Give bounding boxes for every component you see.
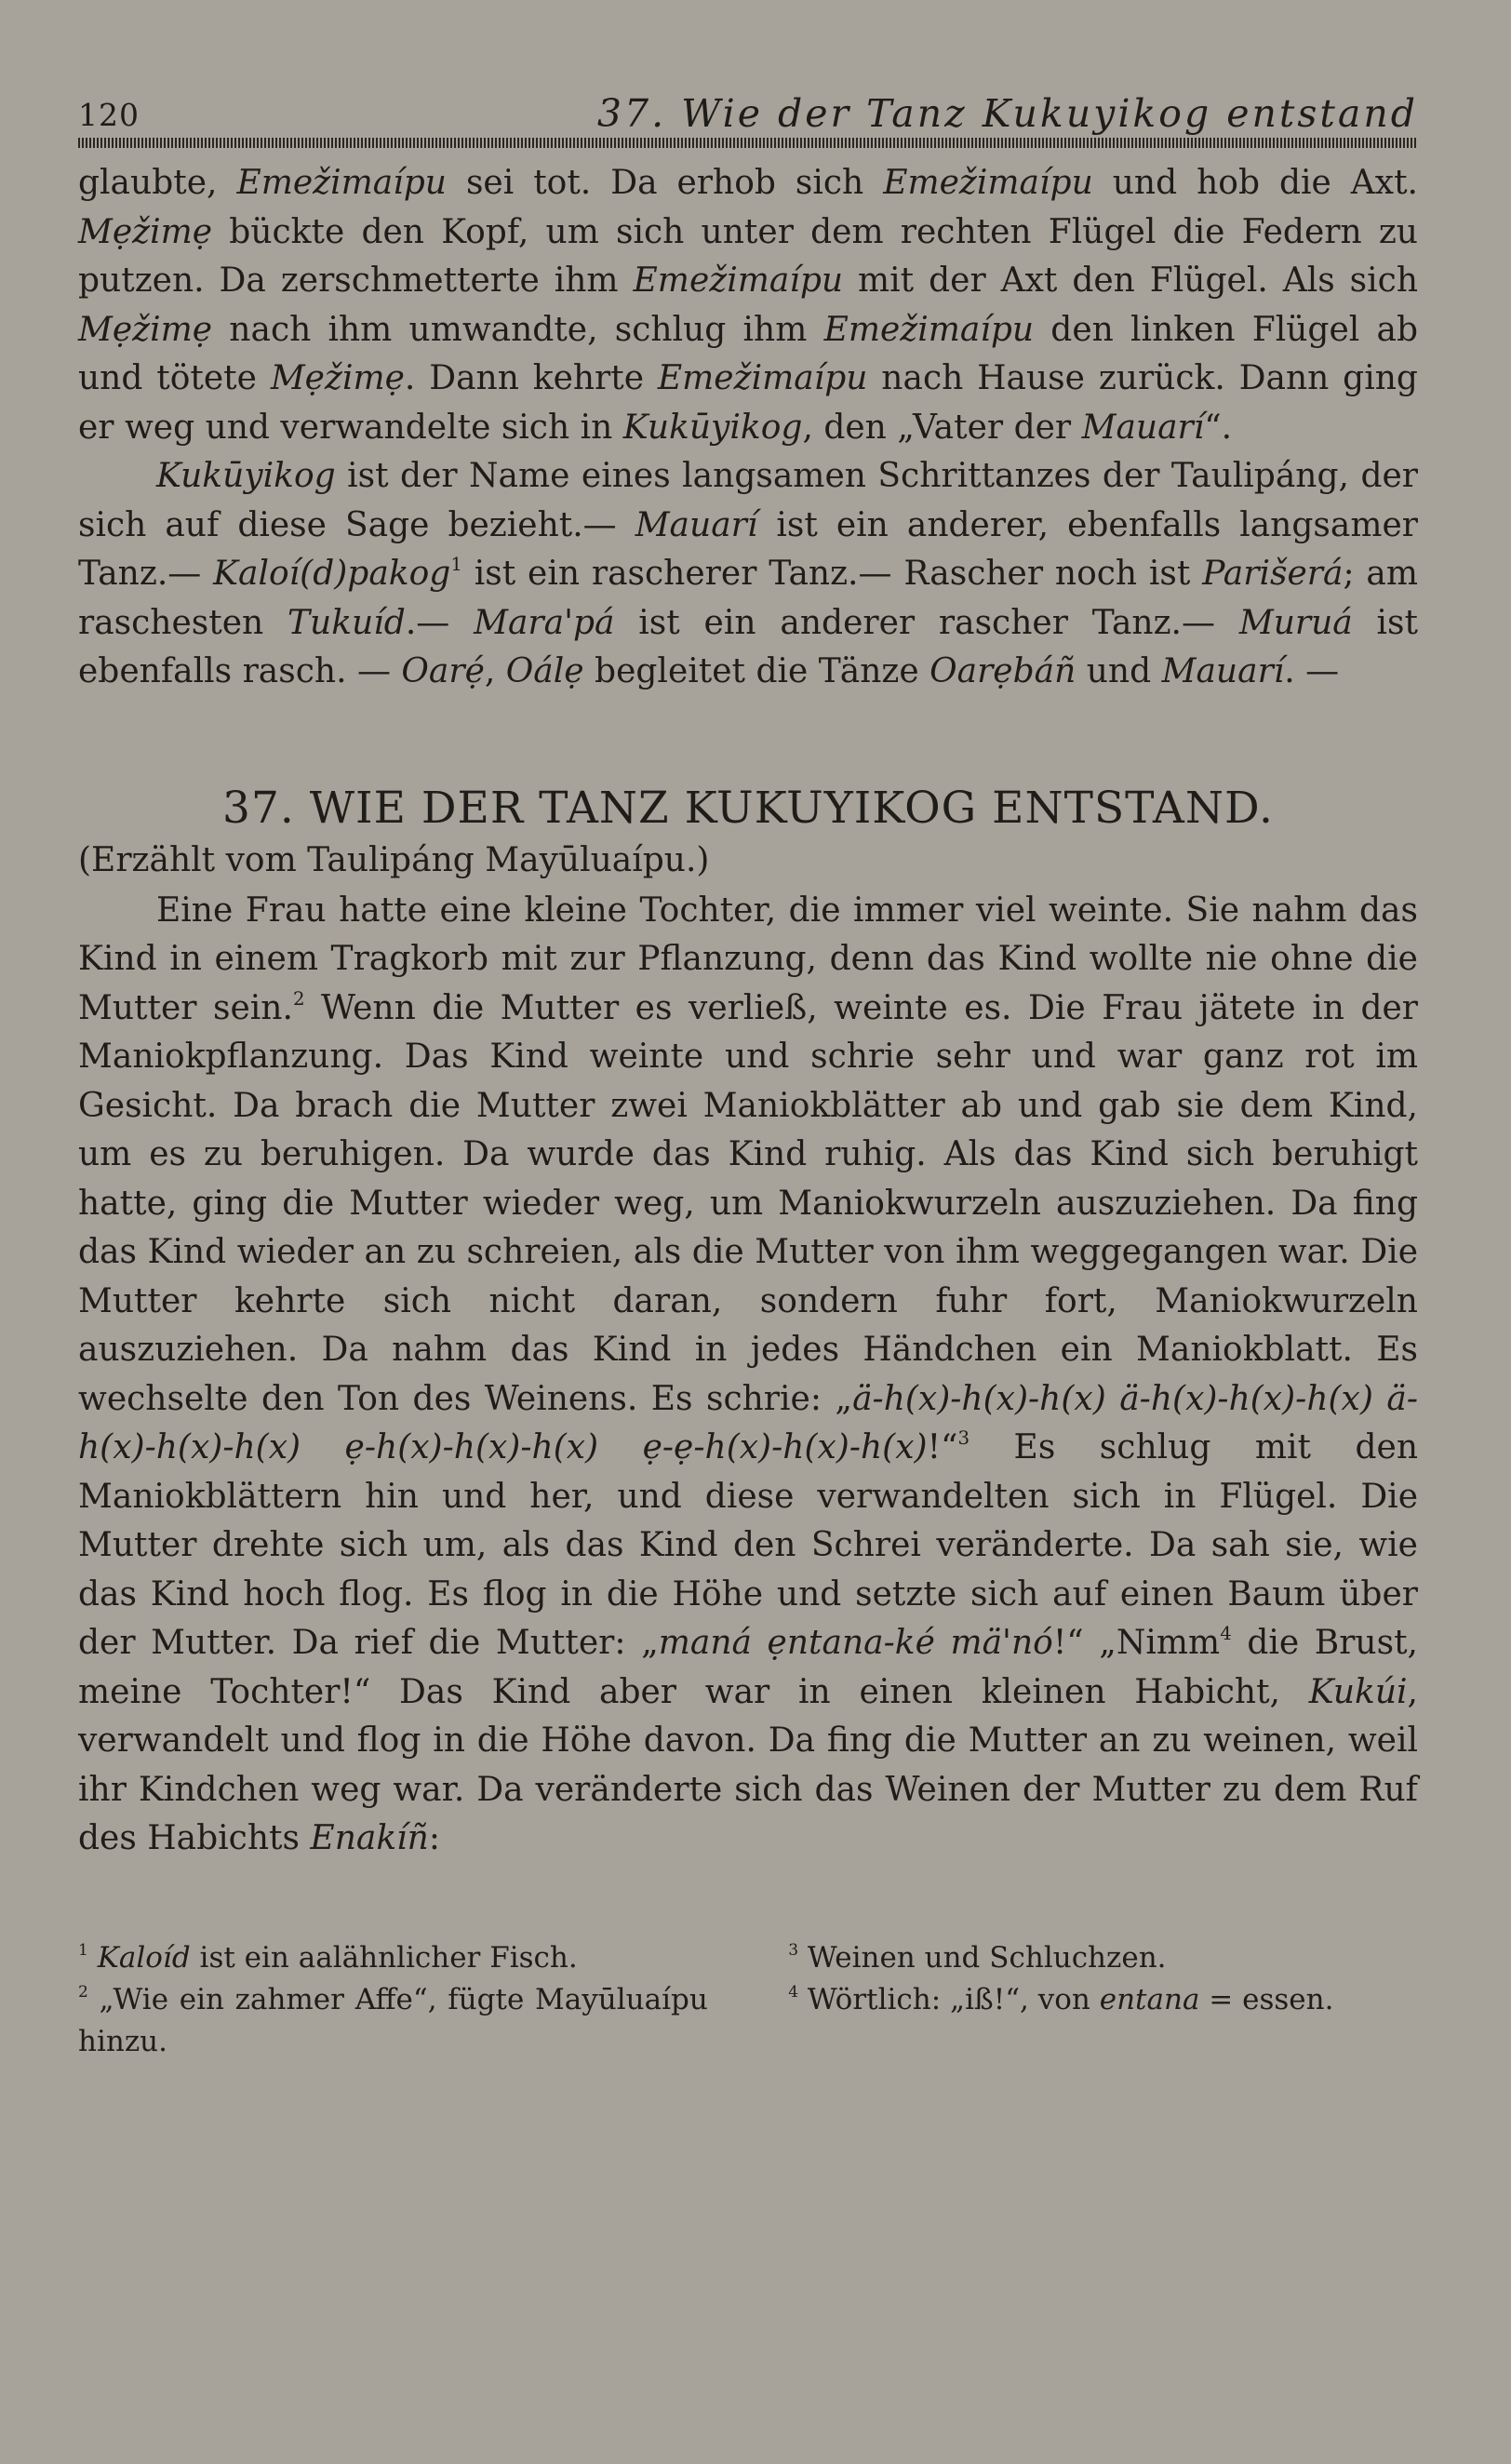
section-title: 37. WIE DER TANZ KUKUYIKOG ENTSTAND. [222,782,1274,834]
italic-term: ä-h(x)-h(x)-h(x) ä-h(x)-h(x)-h(x) ä-h(x)-h(x)-h(x) ẹ-h(x)-h(x)-h(x) ẹ-ẹ-h(x)-h(x)-h(x) [78,1379,1418,1466]
italic-term: Enakíñ [310,1819,429,1857]
footnote-2: $^2$ „Wie ein zahmer Affe“, fügte Mayūluaípu hinzu. [78,1983,708,2058]
italic-term: Mara'pá [474,603,615,642]
prev-story-paragraph-2: Kukūyikog ist der Name eines langsamen Schrittanzes der Taulipáng, der sich auf diese Sage bezieht.— Mauarí ist ein anderer, ebenfalls langsamer Tanz.— Kaloí(d)pakog$^1$ ist ein rascherer Tanz.— Rascher noch ist Parišerá; am raschesten Tukuíd.— Mara'pá ist ein anderer rascher Tanz.— Muruá ist ebenfalls rasch. — Oarẹ́, Oálẹ begleitet die Tänze Oarẹbáñ und Mauarí. — [78,457,1419,690]
footnote-marker: 2 [292,987,305,1010]
footnotes [78,1937,1418,2063]
footnote-3: $^3$ Weinen und Schluchzen. [788,1941,1167,1975]
italic-term: Tukuíd [287,603,406,642]
footnote-marker: 4 [1220,1623,1232,1645]
prev-story-paragraph-1: glaubte, Emežimaípu sei tot. Da erhob sich Emežimaípu und hob die Axt. Mẹžimẹ bückte den Kopf, um sich unter dem rechten Flügel die Federn zu putzen. Da zerschmetterte ihm Emežimaípu mit der Axt den Flügel. Als sich Mẹžimẹ nach ihm umwandte, schlug ihm Emežimaípu den linken Flügel ab und tötete Mẹžimẹ. Dann kehrte Emežimaípu nach Hause zurück. Dann ging er weg und verwandelte sich in Kukūyikog, den „Vater der Mauarí“. [78,164,1419,447]
footnote-marker: 1 [78,1941,88,1961]
running-title: 37. Wie der Tanz Kukuyikog entstand [596,91,1418,136]
footnote-marker: 2 [78,1983,88,2002]
italic-term: Emežimaípu [823,310,1035,349]
footnote-marker: 1 [450,554,462,576]
footnote-4: $^4$ Wörtlich: „iß!“, von entana = essen. [788,1983,1334,2016]
italic-term: Emežimaípu [883,164,1093,202]
italic-term: Muruá [1238,603,1353,642]
italic-term: Oálẹ [505,652,584,690]
story-paragraph: Eine Frau hatte eine kleine Tochter, die immer viel weinte. Sie nahm das Kind in einem Tragkorb mit zur Pflanzung, denn das Kind wollte nie ohne die Mutter sein.$^2$ Wenn die Mutter es verließ, weinte es. Die Frau jätete in der Maniokpflanzung. Das Kind weinte und schrie sehr und war ganz rot im Gesicht. Da brach die Mutter zwei Maniokblätter ab und gab sie dem Kind, um es zu beruhigen. Da wurde das Kind ruhig. Als das Kind sich beruhigt hatte, ging die Mutter wieder weg, um Maniokwurzeln auszuziehen. Da fing das Kind wieder an zu schreien, als die Mutter von ihm weggegangen war. Die Mutter kehrte sich nicht daran, sondern fuhr fort, Maniokwurzeln auszuziehen. Da nahm das Kind in jedes Händchen ein Maniokblatt. Es wechselte den Ton des Weinens. Es schrie: „ä-h(x)-h(x)-h(x) ä-h(x)-h(x)-h(x) ä-h(x)-h(x)-h(x) ẹ-h(x)-h(x)-h(x) ẹ-ẹ-h(x)-h(x)-h(x)!“$^3$ Es schlug mit den Maniokblättern hin und her, und diese verwandelten sich in Flügel. Die Mutter drehte sich um, als das Kind den Schrei veränderte. Da sah sie, wie das Kind hoch flog. Es flog in die Höhe und setzte sich auf einen Baum über der Mutter. Da rief die Mutter: „maná ẹntana-ké mä'nó!“ „Nimm$^4$ die Brust, meine Tochter!“ Das Kind aber war in einen kleinen Habicht, Kukúi, verwandelt und flog in die Höhe davon. Da fing die Mutter an zu weinen, weil ihr Kindchen weg war. Da veränderte sich das Weinen der Mutter zu dem Ruf des Habichts Enakíñ: [78,891,1419,1857]
footnote-1: $^1$ Kaloíd ist ein aalähnlicher Fisch. [78,1941,578,1975]
italic-term: Kukūyikog [156,457,336,495]
italic-term: Mauarí [635,505,758,544]
italic-term: Mẹžimẹ [78,310,213,349]
footnotes-right-column [788,1937,1418,2063]
page-header [78,91,1418,136]
italic-term: Kaloíd [97,1941,191,1975]
italic-term: Kukūyikog [622,408,803,447]
italic-term: Mẹžimẹ [78,212,213,251]
italic-term: Emežimaípu [657,359,868,397]
italic-term: maná ẹntana-ké mä'nó [658,1624,1053,1662]
italic-term: Mauarí [1161,652,1285,690]
section-subtitle: (Erzählt vom Taulipáng Mayūluaípu.) [78,840,710,879]
footnote-marker: 4 [788,1983,799,2002]
footnote-marker: 3 [788,1941,799,1961]
italic-term: Emežimaípu [236,164,447,202]
italic-term: entana [1099,1983,1200,2016]
italic-term: Mẹžimẹ [270,359,405,397]
footnotes-left-column [78,1937,708,2063]
italic-term: Emežimaípu [633,261,844,300]
italic-term: Parišerá [1202,555,1344,593]
footnote-marker: 3 [957,1427,970,1450]
italic-term: Kukúi [1308,1672,1408,1711]
body-text [78,159,1418,1864]
italic-term: Oarẹbáñ [929,652,1076,690]
italic-term: Mauarí [1081,408,1205,447]
italic-term: Oarẹ́ [401,652,485,690]
header-rule [78,138,1418,148]
page-number: 120 [78,97,140,133]
italic-term: Kaloí(d)pakog [213,555,451,593]
